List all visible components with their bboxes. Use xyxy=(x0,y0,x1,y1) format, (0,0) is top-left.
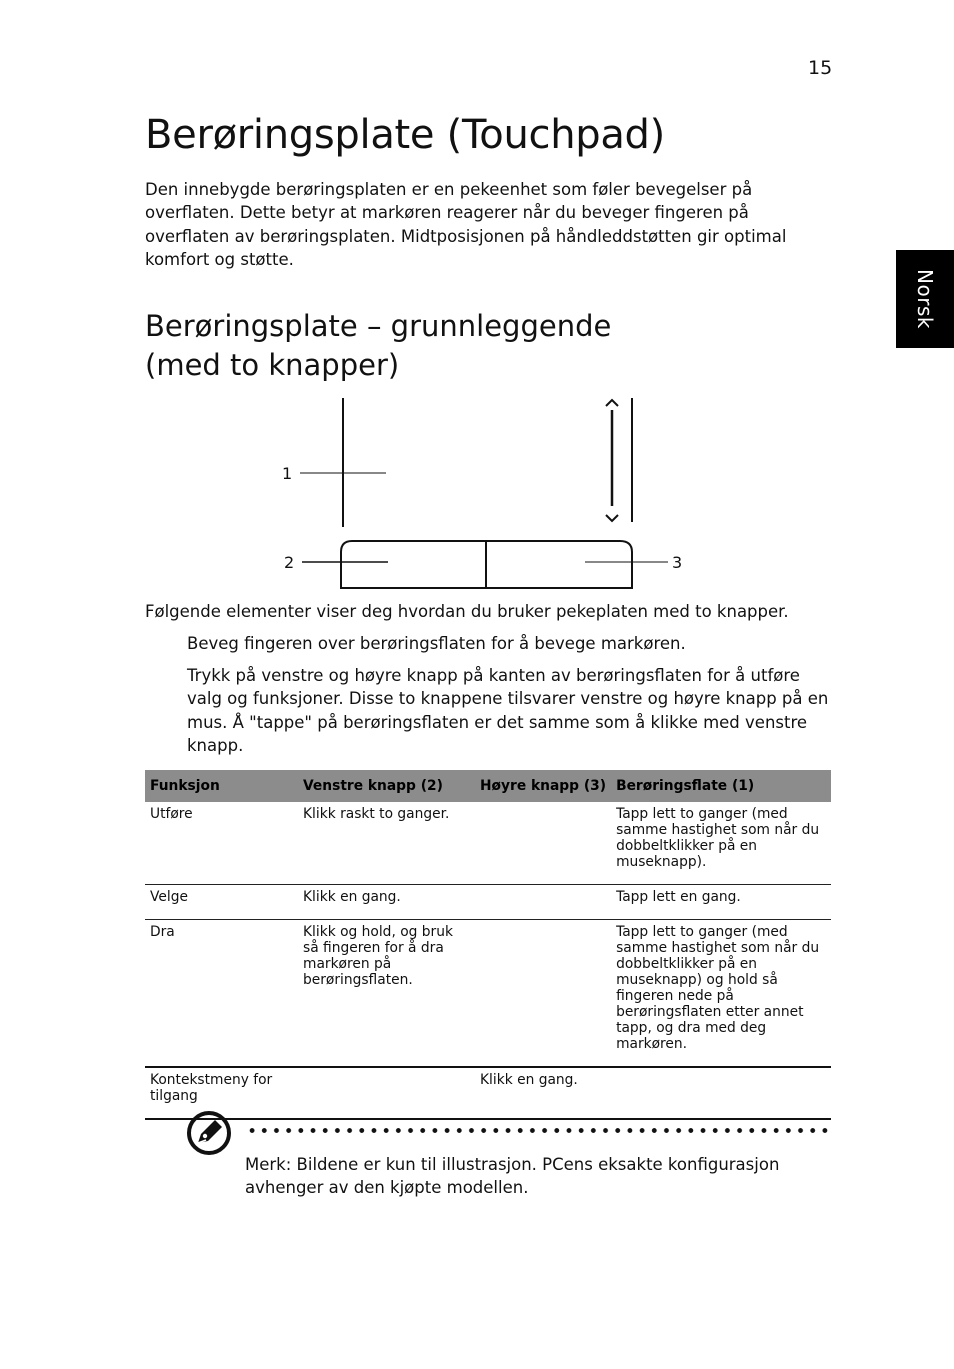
note-label: Merk: xyxy=(245,1155,292,1174)
table-row xyxy=(145,1067,831,1119)
table-cell: Tapp lett to ganger (med samme hastighet som når du dobbeltklikker på en museknapp) og hold så fingeren nede på berøringsflaten etter annet tapp, og dra med deg markøren. xyxy=(616,924,820,1052)
table-cell: Tapp lett en gang. xyxy=(616,889,741,905)
intro-paragraph: Den innebygde berøringsplaten er en pekeenhet som føler bevegelser på overflaten. Dette betyr at markøren reagerer når du beveger fingeren på overflaten av berøringsplaten. Midtposisjonen på håndleddstøtten gir optimal komfort og støtte. xyxy=(145,180,787,269)
table-cell: Klikk og hold, og bruk så fingeren for å dra markøren på berøringsflaten. xyxy=(303,924,453,988)
callout-label-2: 2 xyxy=(284,553,295,572)
language-tab xyxy=(896,250,954,348)
table-cell: Klikk en gang. xyxy=(303,889,401,905)
table-row xyxy=(145,885,831,920)
table-row xyxy=(145,920,831,1068)
header-right-button: Høyre knapp (3) xyxy=(475,770,611,802)
following-text: Følgende elementer viser deg hvordan du bruker pekeplaten med to knapper. xyxy=(145,602,789,621)
table-row xyxy=(145,802,831,885)
section-heading xyxy=(145,307,611,385)
touchpad-diagram xyxy=(270,392,683,592)
note-pen-icon xyxy=(186,1110,232,1156)
table-cell: Velge xyxy=(150,889,188,905)
page-number: 15 xyxy=(808,57,833,79)
step-1: Beveg fingeren over berøringsflaten for å bevege markøren. xyxy=(187,634,686,653)
header-left-button: Venstre knapp (2) xyxy=(298,770,475,802)
header-function: Funksjon xyxy=(145,770,298,802)
table-cell: Klikk en gang. xyxy=(480,1072,578,1088)
section-heading-line1: Berøringsplate – grunnleggende xyxy=(145,309,612,343)
note-body: Bildene er kun til illustrasjon. PCens eksakte konfigurasjon avhenger av den kjøpte modellen. xyxy=(245,1155,780,1198)
callout-label-1: 1 xyxy=(282,464,293,483)
table-cell xyxy=(298,1067,475,1119)
table-cell: Klikk raskt to ganger. xyxy=(303,806,450,822)
page-title: Berøringsplate (Touchpad) xyxy=(145,112,665,158)
table-cell xyxy=(611,1067,831,1119)
table-cell xyxy=(475,885,611,920)
table-cell: Tapp lett to ganger (med samme hastighet som når du dobbeltklikker på en museknapp). xyxy=(616,806,820,870)
scroll-down-arrow-icon xyxy=(606,515,618,521)
header-touch-surface: Berøringsflate (1) xyxy=(611,770,831,802)
table-cell: Kontekstmeny for tilgang xyxy=(150,1072,273,1104)
step-2: Trykk på venstre og høyre knapp på kanten av berøringsflaten for å utføre valg og funksjoner. Disse to knappene tilsvarer venstre og høyre knapp på en mus. Å "tappe" på berøringsflaten er det samme som å klikke med venstre knapp. xyxy=(187,666,829,755)
scroll-up-arrow-icon xyxy=(606,400,618,406)
function-table xyxy=(145,770,831,1120)
table-cell: Dra xyxy=(150,924,175,940)
callout-label-3: 3 xyxy=(672,553,683,572)
table-cell xyxy=(475,920,611,1068)
language-tab-label: Norsk xyxy=(913,269,938,329)
section-heading-line2: (med to knapper) xyxy=(145,348,400,382)
note-divider xyxy=(246,1128,830,1133)
table-cell xyxy=(475,802,611,885)
table-header-row xyxy=(145,770,831,802)
note-text xyxy=(245,1153,835,1200)
table-cell: Utføre xyxy=(150,806,193,822)
